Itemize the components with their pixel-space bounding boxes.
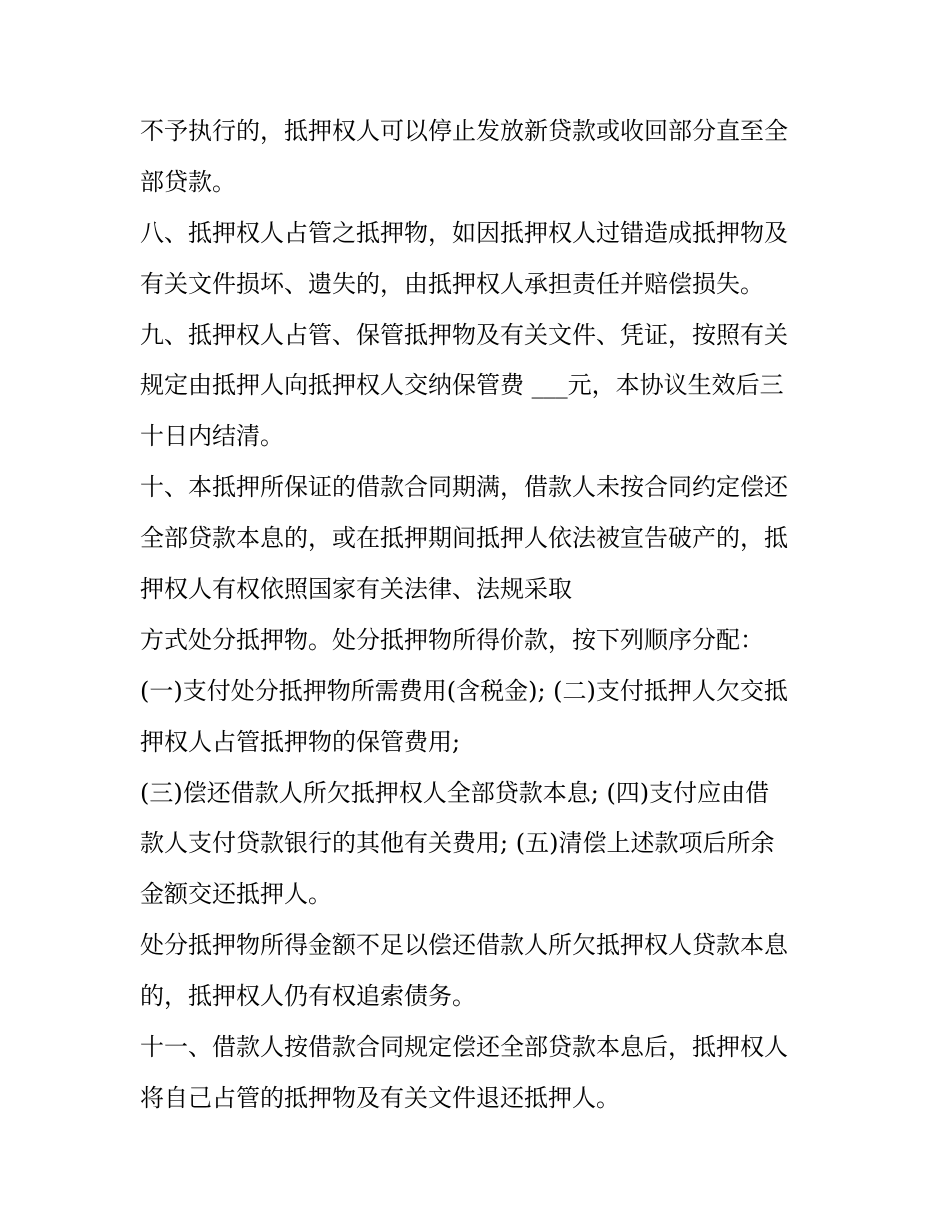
text-line: (一)支付处分抵押物所需费用(含税金); (二)支付抵押人欠交抵 [140, 676, 788, 705]
text-line: 十一、借款人按借款合同规定偿还全部贷款本息后，抵押权人 [140, 1033, 788, 1062]
text-line: 款人支付贷款银行的其他有关费用; (五)清偿上述款项后所余 [140, 829, 775, 858]
text-line: 有关文件损坏、遗失的，由抵押权人承担责任并赔偿损失。 [140, 269, 764, 298]
text-line: 九、抵押权人占管、保管抵押物及有关文件、凭证，按照有关 [140, 320, 788, 349]
text-line: 的，抵押权人仍有权追索债务。 [140, 982, 476, 1011]
text-line: 部贷款。 [140, 167, 236, 196]
text-line: (三)偿还借款人所欠抵押权人全部贷款本息; (四)支付应由借 [140, 778, 770, 807]
text-line: 金额交还抵押人。 [140, 880, 332, 909]
document-body [140, 106, 820, 1124]
text-line: 将自己占管的抵押物及有关文件退还抵押人。 [140, 1083, 620, 1112]
text-line: 八、抵押权人占管之抵押物，如因抵押权人过错造成抵押物及 [140, 218, 788, 247]
text-line: 规定由抵押人向抵押权人交纳保管费 ___元，本协议生效后三 [140, 371, 784, 400]
text-line: 押权人有权依照国家有关法律、法规采取 [140, 575, 572, 604]
text-line: 押权人占管抵押物的保管费用; [140, 727, 461, 756]
text-line: 十日内结清。 [140, 422, 284, 451]
text-line: 十、本抵押所保证的借款合同期满，借款人未按合同约定偿还 [140, 473, 788, 502]
text-line: 不予执行的，抵押权人可以停止发放新贷款或收回部分直至全 [140, 117, 788, 145]
text-line: 方式处分抵押物。处分抵押物所得价款，按下列顺序分配： [140, 625, 764, 654]
text-line: 处分抵押物所得金额不足以偿还借款人所欠抵押权人贷款本息 [140, 931, 788, 960]
text-line: 全部贷款本息的，或在抵押期间抵押人依法被宣告破产的，抵 [140, 524, 788, 553]
